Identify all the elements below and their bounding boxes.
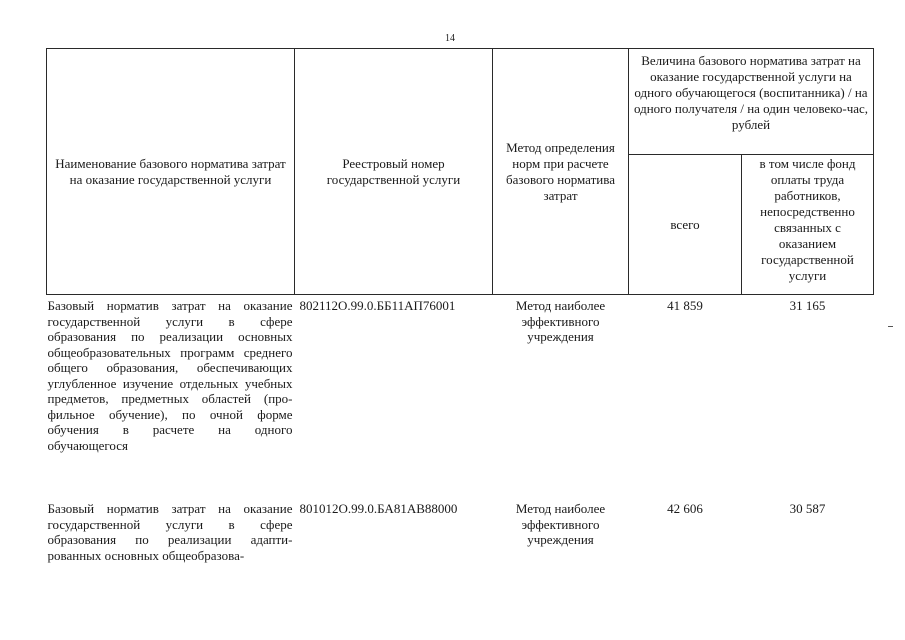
- total-value-cell: 41 859: [667, 298, 703, 313]
- norm-name-cell: Базовый норматив затрат на оказание государственной услуги в сфере образования по реализации основных общеобразовательных программ среднего общего образования, обеспечивающих углубленное изучение отдельных учебных предметов, предметных областей (профильное обучение), по очной форме обучения в расчете на одного обучающегося: [47, 298, 293, 453]
- table-row: [47, 498, 874, 563]
- header-payroll-column: в том числе фонд оплаты труда работников, непосредственно связанных с оказанием государственной услуги: [742, 155, 874, 295]
- registry-number-cell: 801012О.99.0.БА81АВ88000: [299, 501, 458, 516]
- payroll-value-cell: 30 587: [789, 501, 826, 516]
- margin-mark: [888, 326, 893, 327]
- method-cell: Метод наиболее эффективного учреждения: [515, 298, 606, 344]
- total-value-cell: 42 606: [667, 501, 703, 516]
- table-row: [47, 295, 874, 499]
- payroll-value-cell: 31 165: [789, 298, 826, 313]
- header-name-column: Наименование базового норматива затрат на оказание государственной услуги: [47, 49, 295, 295]
- header-method-column: Метод определения норм при расчете базового норматива затрат: [493, 49, 629, 295]
- header-value-column: Величина базового норматива затрат на оказание государственной услуги на одного обучающегося (воспитанника) / на одного получателя / на один человеко-час, рублей: [629, 49, 874, 155]
- norm-name-cell: Базовый норматив затрат на оказание государственной услуги в сфере образования по реализации адаптированных основных общеобразова-: [47, 501, 293, 563]
- header-total-column: всего: [629, 155, 742, 295]
- base-cost-norms-table: [46, 48, 874, 563]
- method-cell: Метод наиболее эффективного учреждения: [515, 501, 606, 547]
- header-registry-column: Реестровый номер государственной услуги: [295, 49, 493, 295]
- registry-number-cell: 802112О.99.0.ББ11АП76001: [299, 298, 456, 313]
- page-number: 14: [445, 33, 455, 44]
